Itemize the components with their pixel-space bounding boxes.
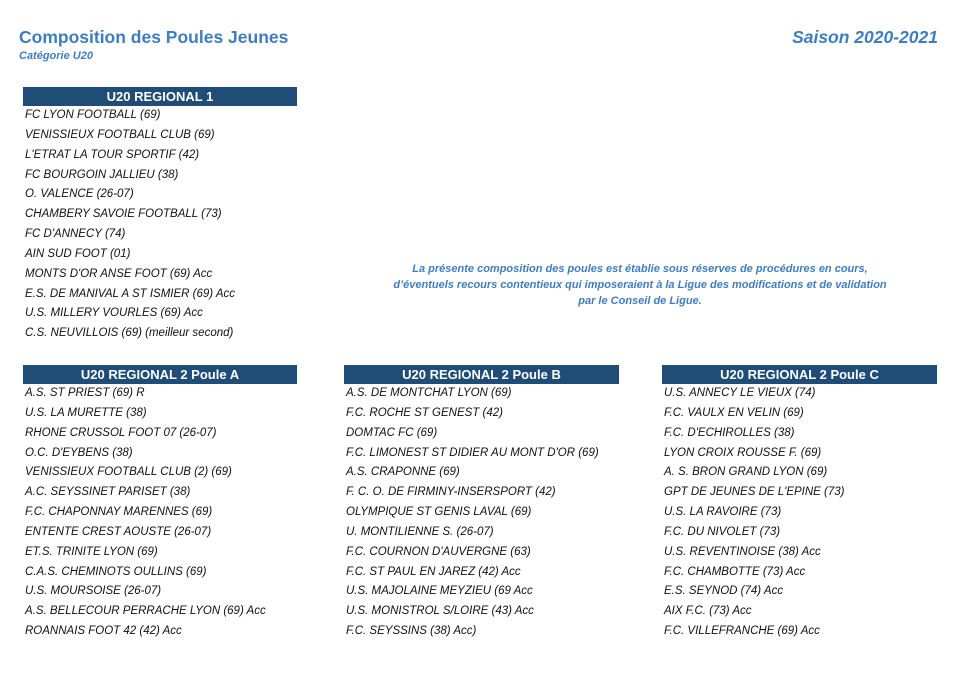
team-item: F.C. ROCHE ST GENEST (42) [346,406,503,419]
pool-regional-2-a [23,365,297,642]
team-item: F.C. ST PAUL EN JAREZ (42) Acc [346,565,521,578]
team-item: A.C. SEYSSINET PARISET (38) [25,486,191,499]
notice-line: d’éventuels recours contentieux qui imposeraient à la Ligue des modifications et de validation [393,279,887,291]
team-item: AIN SUD FOOT (01) [25,247,131,260]
team-item: F.C. CHAMBOTTE (73) Acc [664,565,806,578]
team-item: E.S. DE MANIVAL A ST ISMIER (69) Acc [25,287,236,300]
team-item: U.S. MILLERY VOURLES (69) Acc [25,307,203,320]
team-item: FC BOURGOIN JALLIEU (38) [25,168,179,181]
team-item: O.C. D'EYBENS (38) [25,446,133,459]
team-item: RHONE CRUSSOL FOOT 07 (26-07) [25,426,217,439]
team-item: U.S. MAJOLAINE MEYZIEU (69 Acc [346,585,533,598]
season-label: Saison 2020-2021 [792,27,938,47]
team-list [23,106,297,344]
team-item: F.C. DU NIVOLET (73) [664,525,781,538]
team-item: A.S. BELLECOUR PERRACHE LYON (69) Acc [25,605,266,618]
team-item: E.S. SEYNOD (74) Acc [664,585,784,598]
team-item: U.S. MOURSOISE (26-07) [25,585,162,598]
pool-header: U20 REGIONAL 2 Poule C [662,365,937,384]
team-item: GPT DE JEUNES DE L'EPINE (73) [664,486,845,499]
team-item: LYON CROIX ROUSSE F. (69) [664,446,822,459]
team-item: DOMTAC FC (69) [346,426,438,439]
team-item: FC LYON FOOTBALL (69) [25,109,161,121]
team-item: VENISSIEUX FOOTBALL CLUB (69) [25,128,215,141]
team-item: F.C. VAULX EN VELIN (69) [664,406,804,419]
pool-regional-2-b [344,365,619,642]
team-item: A.S. DE MONTCHAT LYON (69) [346,387,512,399]
team-item: F.C. SEYSSINS (38) Acc) [346,625,477,638]
team-item: MONTS D'OR ANSE FOOT (69) Acc [25,267,213,280]
team-item: VENISSIEUX FOOTBALL CLUB (2) (69) [25,466,232,479]
team-list [344,384,619,642]
team-item: U.S. REVENTINOISE (38) Acc [664,545,821,558]
team-item: F.C. COURNON D'AUVERGNE (63) [346,545,531,558]
team-item: C.A.S. CHEMINOTS OULLINS (69) [25,565,207,578]
team-item: O. VALENCE (26-07) [25,188,134,201]
team-item: U.S. MONISTROL S/LOIRE (43) Acc [346,605,534,618]
team-list [662,384,937,642]
team-item: FC D'ANNECY (74) [25,228,126,241]
team-item: ROANNAIS FOOT 42 (42) Acc [25,625,182,638]
pool-header: U20 REGIONAL 2 Poule B [344,365,619,384]
team-item: U.S. LA MURETTE (38) [25,406,147,419]
pool-header: U20 REGIONAL 2 Poule A [23,365,297,384]
team-item: F.C. D'ECHIROLLES (38) [664,426,795,439]
team-item: A.S. ST PRIEST (69) R [25,387,145,399]
team-item: AIX F.C. (73) Acc [664,605,752,618]
reservation-notice [340,261,940,309]
team-item: C.S. NEUVILLOIS (69) (meilleur second) [25,327,234,340]
team-item: OLYMPIQUE ST GENIS LAVAL (69) [346,506,532,519]
team-item: A. S. BRON GRAND LYON (69) [664,466,828,479]
team-item: F.C. LIMONEST ST DIDIER AU MONT D'OR (69) [346,446,599,459]
page-title: Composition des Poules Jeunes [19,27,289,47]
team-item: F.C. VILLEFRANCHE (69) Acc [664,625,820,638]
pool-regional-1 [23,87,297,344]
notice-line: par le Conseil de Ligue. [578,295,702,307]
team-item: ET.S. TRINITE LYON (69) [25,545,158,558]
team-item: F. C. O. DE FIRMINY-INSERSPORT (42) [346,486,556,499]
team-item: U. MONTILIENNE S. (26-07) [346,525,494,538]
team-item: ENTENTE CREST AOUSTE (26-07) [25,525,212,538]
team-list [23,384,297,642]
notice-line: La présente composition des poules est établie sous réserves de procédures en cours, [412,263,868,275]
pool-header: U20 REGIONAL 1 [23,87,297,106]
category-subtitle: Catégorie U20 [19,50,93,62]
team-item: A.S. CRAPONNE (69) [346,466,460,479]
team-item: U.S. ANNECY LE VIEUX (74) [664,387,816,399]
team-item: F.C. CHAPONNAY MARENNES (69) [25,506,213,519]
team-item: L'ETRAT LA TOUR SPORTIF (42) [25,148,200,161]
pool-regional-2-c [662,365,937,642]
team-item: U.S. LA RAVOIRE (73) [664,506,782,519]
team-item: CHAMBERY SAVOIE FOOTBALL (73) [25,208,222,221]
